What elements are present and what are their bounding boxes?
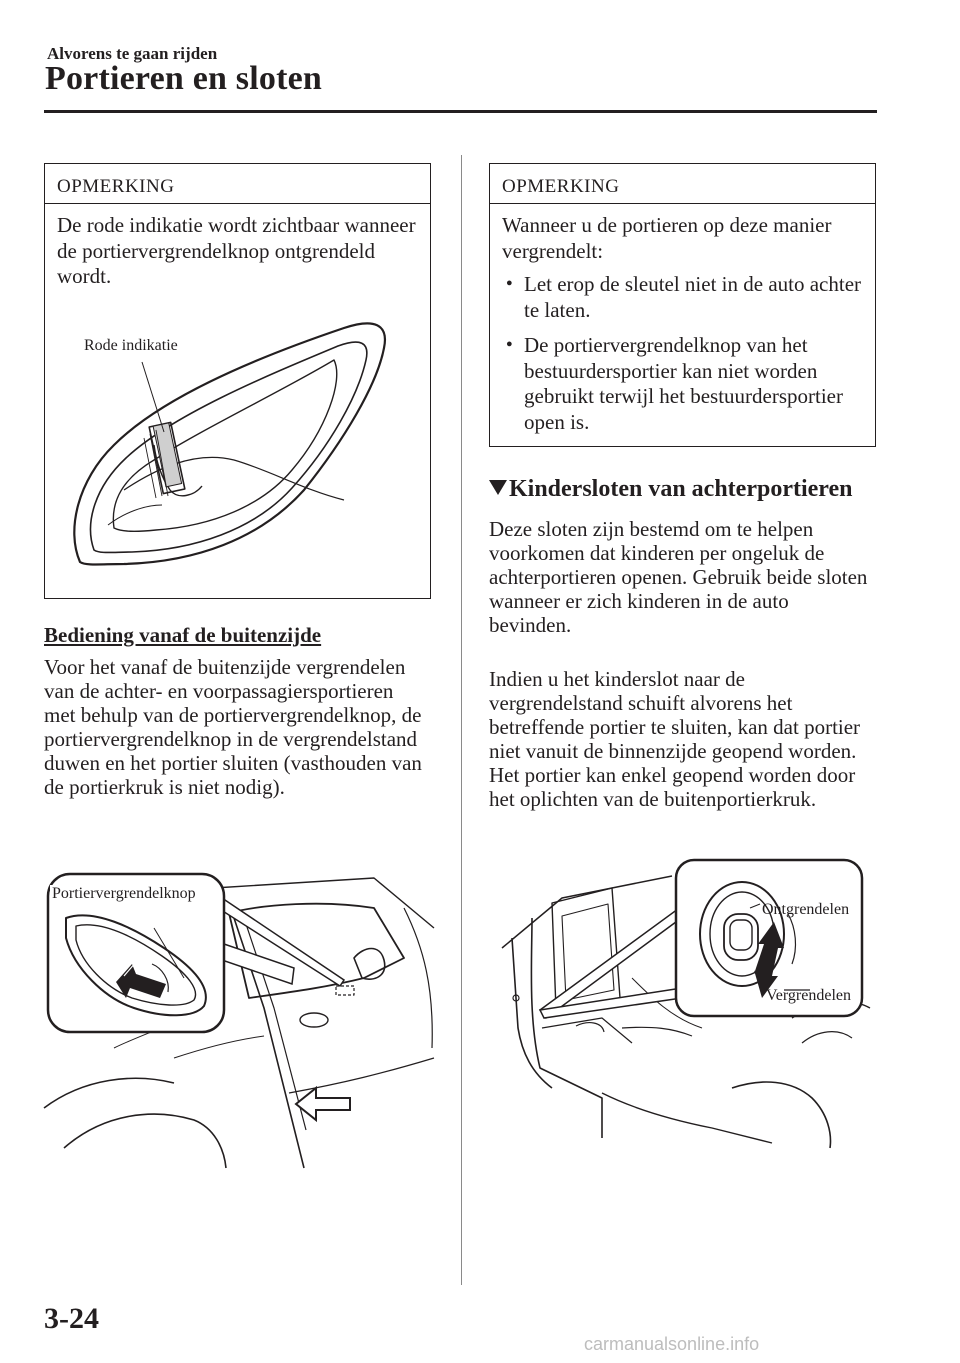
car-door-lock-illustration	[44, 868, 434, 1168]
watermark: carmanualsonline.info	[584, 1334, 760, 1354]
note-heading-2: OPMERKING	[490, 164, 875, 204]
subheading-outside-operation: Bediening vanaf de buitenzijde	[44, 623, 322, 647]
figure-label-lock: Vergrendelen	[766, 987, 851, 1004]
note-bullet: ● Let erop de sleutel niet in de auto achter te laten.	[502, 272, 863, 323]
note-bullet-list	[502, 272, 863, 435]
note-text: De rode indikatie wordt zichtbaar wanneer de portiervergrendelknop ontgrendeld wordt.	[57, 213, 416, 288]
triangle-bullet-icon	[489, 480, 507, 495]
figure-label-unlock: Ontgrendelen	[762, 901, 850, 918]
door-handle-illustration	[44, 300, 431, 598]
figure-label-red-indicator: Rode indikatie	[84, 337, 178, 354]
note-bullet: ● De portiervergrendelknop van het bestuurdersportier kan niet worden gebruikt terwijl het bestuurdersportier open is.	[502, 333, 863, 435]
note-heading: OPMERKING	[45, 164, 430, 204]
heading-child-locks-text: Kindersloten van achterportieren	[509, 476, 853, 502]
note-box-locking	[489, 163, 876, 447]
page-number: 3-24	[44, 1302, 99, 1335]
title-rule	[44, 110, 877, 113]
heading-child-locks	[489, 476, 853, 503]
column-divider	[461, 155, 462, 1285]
paragraph-child-locks-2: Indien u het kinderslot naar de vergrendelstand schuift alvorens het betreffende portier te sluiten, kan dat portier niet vanuit de binnenzijde geopend worden. Het portier kan enkel geopend worden door het oplichten van de buitenportierkruk.	[489, 667, 861, 811]
section-label: Alvorens te gaan rijden	[47, 44, 218, 63]
page-title: Portieren en sloten	[45, 60, 322, 97]
paragraph-outside-operation: Voor het vanaf de buitenzijde vergrendelen van de achter- en voorpassagiersportieren met behulp van de portiervergrendelknop, de portiervergrendelknop in de vergrendelstand duwen en het portier sluiten (vasthouden van de portierkruk is niet nodig).	[44, 655, 422, 799]
paragraph-child-locks-1: Deze sloten zijn bestemd om te helpen voorkomen dat kinderen per ongeluk de achterportieren openen. Gebruik beide sloten wanneer er zich kinderen in de auto bevinden.	[489, 517, 868, 637]
note-intro: Wanneer u de portieren op deze manier vergrendelt:	[502, 213, 832, 263]
figure-label-lock-knob: Portiervergrendelknop	[52, 885, 196, 902]
